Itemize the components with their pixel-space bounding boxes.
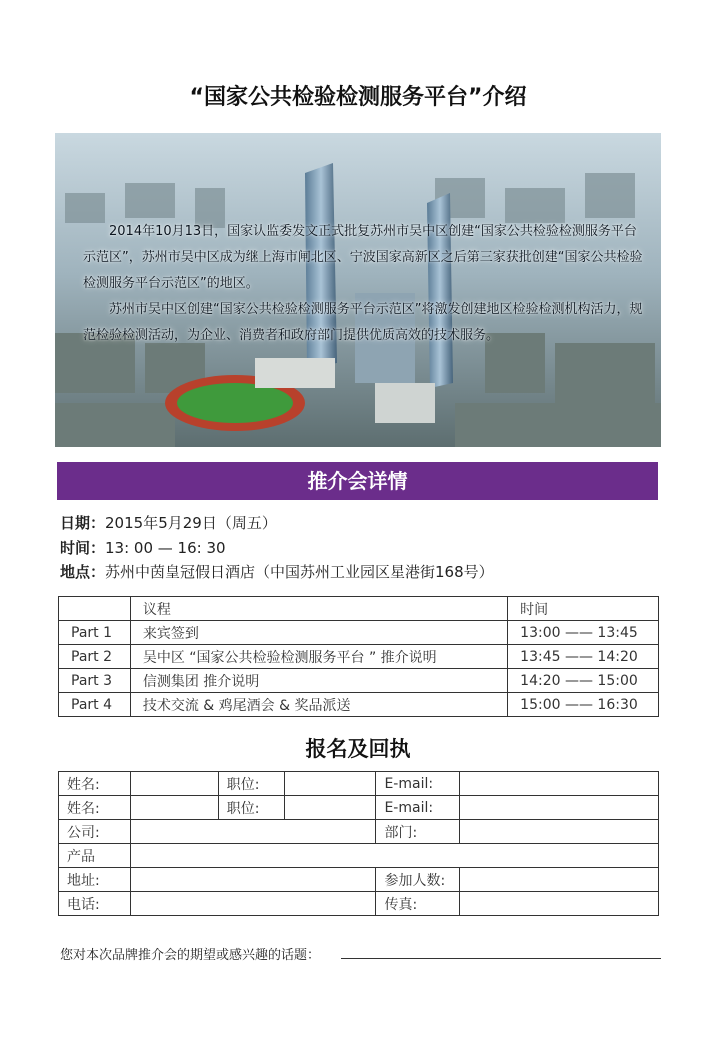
name-field[interactable]	[130, 772, 218, 796]
schedule-header-row	[59, 597, 659, 621]
date-line	[60, 512, 277, 533]
schedule-row	[59, 669, 659, 693]
intro-paragraph-1: 2014年10月13日，国家认监委发文正式批复苏州市吴中区创建“国家公共检验检测服务平台示范区”，苏州市吴中区成为继上海市闸北区、宁波国家高新区之后第三家获批创建“国家公共检验检测服务平台示范区”的地区。	[83, 224, 643, 291]
registration-row-name-2	[59, 796, 659, 820]
fax-label: 传真:	[376, 892, 460, 916]
page-title: “国家公共检验检测服务平台”介绍	[189, 85, 527, 110]
schedule-part: Part 3	[59, 669, 131, 693]
intro-paragraph-2: 苏州市吴中区创建“国家公共检验检测服务平台示范区”将激发创建地区检验检测机构活力，规范检验检测活动，为企业、消费者和政府部门提供优质高效的技术服务。	[83, 302, 643, 343]
product-label: 产品	[59, 844, 131, 868]
registration-form	[58, 771, 659, 916]
name-label: 姓名:	[59, 796, 131, 820]
schedule-row	[59, 693, 659, 717]
registration-row-phone	[59, 892, 659, 916]
registration-row-name-1	[59, 772, 659, 796]
registration-row-address	[59, 868, 659, 892]
date-label: 日期：	[60, 514, 106, 532]
schedule-agenda: 来宾签到	[130, 621, 507, 645]
fax-field[interactable]	[460, 892, 659, 916]
product-field[interactable]	[130, 844, 658, 868]
phone-field[interactable]	[130, 892, 376, 916]
schedule-header-agenda: 议程	[130, 597, 507, 621]
schedule-table	[58, 596, 659, 717]
place-line	[60, 561, 494, 582]
address-label: 地址:	[59, 868, 131, 892]
position-label: 职位:	[218, 796, 284, 820]
schedule-time: 13:00 —— 13:45	[508, 621, 659, 645]
schedule-agenda: 吴中区 “国家公共检验检测服务平台 ” 推介说明	[130, 645, 507, 669]
schedule-time: 15:00 —— 16:30	[508, 693, 659, 717]
hero-image	[55, 133, 661, 447]
email-label: E-mail:	[376, 796, 460, 820]
schedule-row	[59, 645, 659, 669]
position-field[interactable]	[284, 796, 376, 820]
attendees-field[interactable]	[460, 868, 659, 892]
schedule-time: 13:45 —— 14:20	[508, 645, 659, 669]
email-field[interactable]	[460, 772, 659, 796]
registration-title: 报名及回执	[305, 737, 411, 761]
schedule-header-time: 时间	[508, 597, 659, 621]
feedback-question: 您对本次品牌推介会的期望或感兴趣的话题：	[60, 948, 321, 963]
registration-row-product	[59, 844, 659, 868]
phone-label: 电话:	[59, 892, 131, 916]
name-field[interactable]	[130, 796, 218, 820]
schedule-header-part	[59, 597, 131, 621]
department-label: 部门:	[376, 820, 460, 844]
time-value: 13: 00 — 16: 30	[105, 539, 226, 557]
place-value: 苏州中茵皇冠假日酒店（中国苏州工业园区星港街168号）	[105, 563, 494, 581]
time-line	[60, 537, 226, 558]
company-field[interactable]	[130, 820, 376, 844]
company-label: 公司:	[59, 820, 131, 844]
name-label: 姓名:	[59, 772, 131, 796]
date-value: 2015年5月29日（周五）	[105, 514, 277, 532]
intro-text	[83, 219, 643, 349]
schedule-part: Part 2	[59, 645, 131, 669]
email-label: E-mail:	[376, 772, 460, 796]
schedule-agenda: 技术交流 & 鸡尾酒会 & 奖品派送	[130, 693, 507, 717]
registration-row-company	[59, 820, 659, 844]
department-field[interactable]	[460, 820, 659, 844]
schedule-agenda: 信测集团 推介说明	[130, 669, 507, 693]
schedule-part: Part 1	[59, 621, 131, 645]
schedule-part: Part 4	[59, 693, 131, 717]
feedback-answer-line[interactable]	[341, 958, 661, 959]
address-field[interactable]	[130, 868, 376, 892]
position-label: 职位:	[218, 772, 284, 796]
time-label: 时间：	[60, 539, 106, 557]
schedule-row	[59, 621, 659, 645]
schedule-time: 14:20 —— 15:00	[508, 669, 659, 693]
position-field[interactable]	[284, 772, 376, 796]
attendees-label: 参加人数:	[376, 868, 460, 892]
place-label: 地点：	[60, 563, 106, 581]
event-details-banner: 推介会详情	[57, 462, 658, 500]
email-field[interactable]	[460, 796, 659, 820]
